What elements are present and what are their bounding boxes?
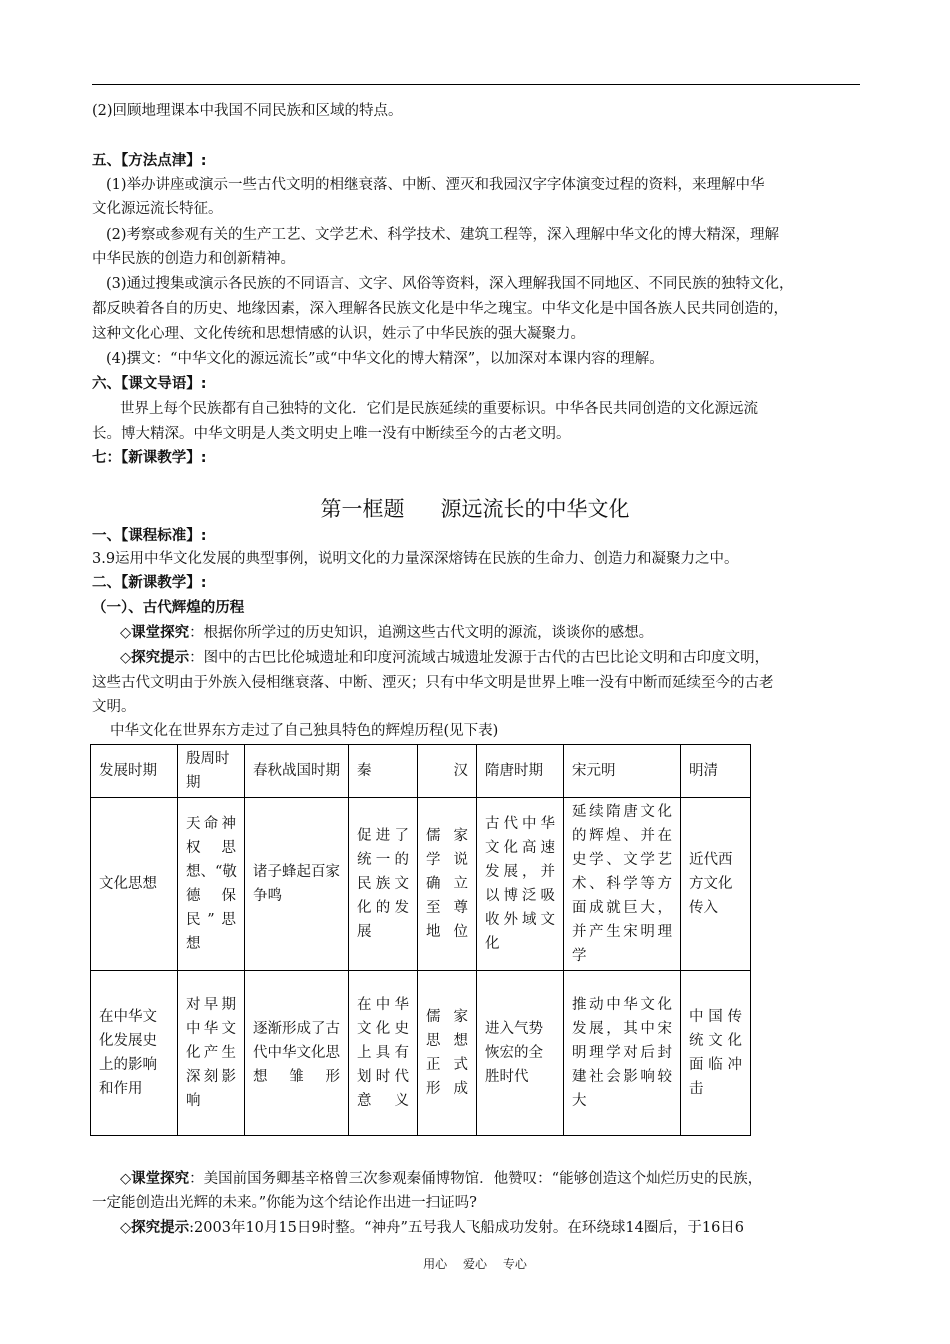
method-3-line-1: (3)通过搜集或演示各民族的不同语言、文字、风俗等资料，深入理解我国不同地区、不同民族的独特文化， [106, 276, 794, 292]
header-rule [92, 84, 860, 85]
table-row [91, 798, 751, 971]
hint-2-label: ◇探究提示 [120, 1220, 190, 1236]
subsection-heading: （一）、古代辉煌的历程 [92, 600, 245, 616]
history-table [90, 744, 751, 1136]
explore-1-text: ：根据你所学过的历史知识，追溯这些古代文明的源流，谈谈你的感想。 [189, 625, 654, 641]
hint-2 [92, 1217, 890, 1240]
table-cell: 殷周时期 [178, 745, 245, 798]
method-1-line-1: (1)举办讲座或演示一些古代文明的相继衰落、中断、湮灭和我园汉字字体演变过程的资料，来理解中华 [106, 177, 765, 193]
table-cell: 宋元明 [564, 745, 681, 798]
page-title [0, 494, 950, 524]
explore-1 [92, 622, 890, 645]
footer-word-1: 用心 [423, 1257, 448, 1271]
table-cell: 文化思想 [91, 798, 178, 971]
explore-2-text: ：美国前国务卿基辛格曾三次参观秦俑博物馆．他赞叹：“能够创造这个灿烂历史的民族， [189, 1171, 763, 1187]
review-item-2: (2)回顾地理课本中我国不同民族和区域的特点。 [92, 103, 403, 119]
table-cell: 在中华文化发展史上的影响和作用 [91, 971, 178, 1136]
table-cell: 古代中华文化高速发展，并以博泛吸收外域文化 [477, 798, 564, 971]
table-cell: 汉 [418, 745, 477, 798]
course-standard: 3.9运用中华文化发展的典型事例，说明文化的力量深深熔铸在民族的生命力、创造力和凝聚力之中。 [92, 551, 739, 567]
hint-1 [92, 647, 890, 670]
hint-1-line-2: 这些古代文明由于外族入侵相继衰落、中断、湮灭；只有中华文明是世界上唯一没有中断而延续至今的古老 [92, 675, 774, 691]
table-cell: 进入气势恢宏的全胜时代 [477, 971, 564, 1136]
table-cell: 在中华文化史上具有划时代意义 [349, 971, 418, 1136]
section-heading-methods: 五、【方法点津】: [92, 153, 207, 169]
table-cell: 儒家学说确立至尊地位 [418, 798, 477, 971]
table-cell: 中国传统文化面临冲击 [681, 971, 751, 1136]
explore-2-line-2: 一定能创造出光辉的未来。”你能为这个结论作出进一扫证吗? [92, 1195, 477, 1211]
method-3-line-3: 这种文化心理、文化传统和思想情感的认识，姓示了中华民族的强大凝聚力。 [92, 326, 585, 342]
hint-1-text: ：图中的古巴比伦城遗址和印度河流域古城遗址发源于古代的古巴比论文明和古印度文明， [189, 650, 770, 666]
table-cell: 明清 [681, 745, 751, 798]
guide-line-2: 长。博大精深。中华文明是人类文明史上唯一没有中断续至今的古老文明。 [92, 426, 571, 442]
table-cell: 发展时期 [91, 745, 178, 798]
footer-word-2: 爱心 [462, 1257, 487, 1271]
title-part-2: 源远流长的中华文化 [440, 497, 630, 521]
section-heading-standard: 一、【课程标准】: [92, 528, 207, 544]
title-part-1: 第一框题 [320, 497, 405, 521]
hint-1-label: ◇探究提示 [120, 650, 190, 666]
table-cell: 推动中华文化发展，其中宋明理学对后封建社会影响较大 [564, 971, 681, 1136]
table-cell: 延续隋唐文化的辉煌、并在史学、文学艺术、科学等方面成就巨大，并产生宋明理学 [564, 798, 681, 971]
page-footer [0, 1255, 950, 1272]
method-2-line-2: 中华民族的创造力和创新精神。 [92, 251, 295, 267]
section-heading-new-lesson: 七：【新课教学】: [92, 450, 207, 466]
method-4: (4)撰文：“中华文化的源远流长”或“中华文化的博大精深”，以加深对本课内容的理解。 [106, 351, 664, 367]
table-cell: 秦 [349, 745, 418, 798]
table-cell: 对早期中华文化产生深刻影响 [178, 971, 245, 1136]
table-cell: 春秋战国时期 [245, 745, 349, 798]
method-2-line-1: (2)考察或参观有关的生产工艺、文学艺术、科学技术、建筑工程等，深入理解中华文化的博大精深，理解 [106, 227, 780, 243]
table-cell: 近代西方文化传入 [681, 798, 751, 971]
section-heading-guide: 六、【课文导语】: [92, 376, 207, 392]
table-intro: 中华文化在世界东方走过了自己独具特色的辉煌历程(见下表) [110, 723, 499, 739]
explore-2 [92, 1168, 890, 1191]
table-cell: 促进了统一的民族文化的发展 [349, 798, 418, 971]
guide-line-1: 世界上每个民族都有自己独特的文化．它们是民族延续的重要标识。中华各民共同创造的文化源远流 [120, 401, 758, 417]
table-cell: 儒家思想正式形成 [418, 971, 477, 1136]
explore-1-label: ◇课堂探究 [120, 625, 190, 641]
table-cell: 逐渐形成了古代中华文化思想雏形 [245, 971, 349, 1136]
table-cell: 隋唐时期 [477, 745, 564, 798]
method-3-line-2: 都反映着各自的历史、地缘因素，深入理解各民族文化是中华之瑰宝。中华文化是中国各族人民共同创造的， [92, 301, 788, 317]
hint-2-text: :2003年10月15日9时整。“神舟”五号我人飞船成功发射。在环绕球14圈后，于16日6 [189, 1220, 745, 1236]
hint-1-line-3: 文明。 [92, 699, 136, 715]
table-header-row [91, 745, 751, 798]
table-cell: 天命神权思想、“敬德保民”思想 [178, 798, 245, 971]
table-row [91, 971, 751, 1136]
explore-2-label: ◇课堂探究 [120, 1171, 190, 1187]
footer-word-3: 专心 [502, 1257, 527, 1271]
table-cell: 诸子蜂起百家争鸣 [245, 798, 349, 971]
method-1-line-2: 文化源远流长特征。 [92, 201, 223, 217]
section-heading-teaching: 二、【新课教学】: [92, 575, 207, 591]
